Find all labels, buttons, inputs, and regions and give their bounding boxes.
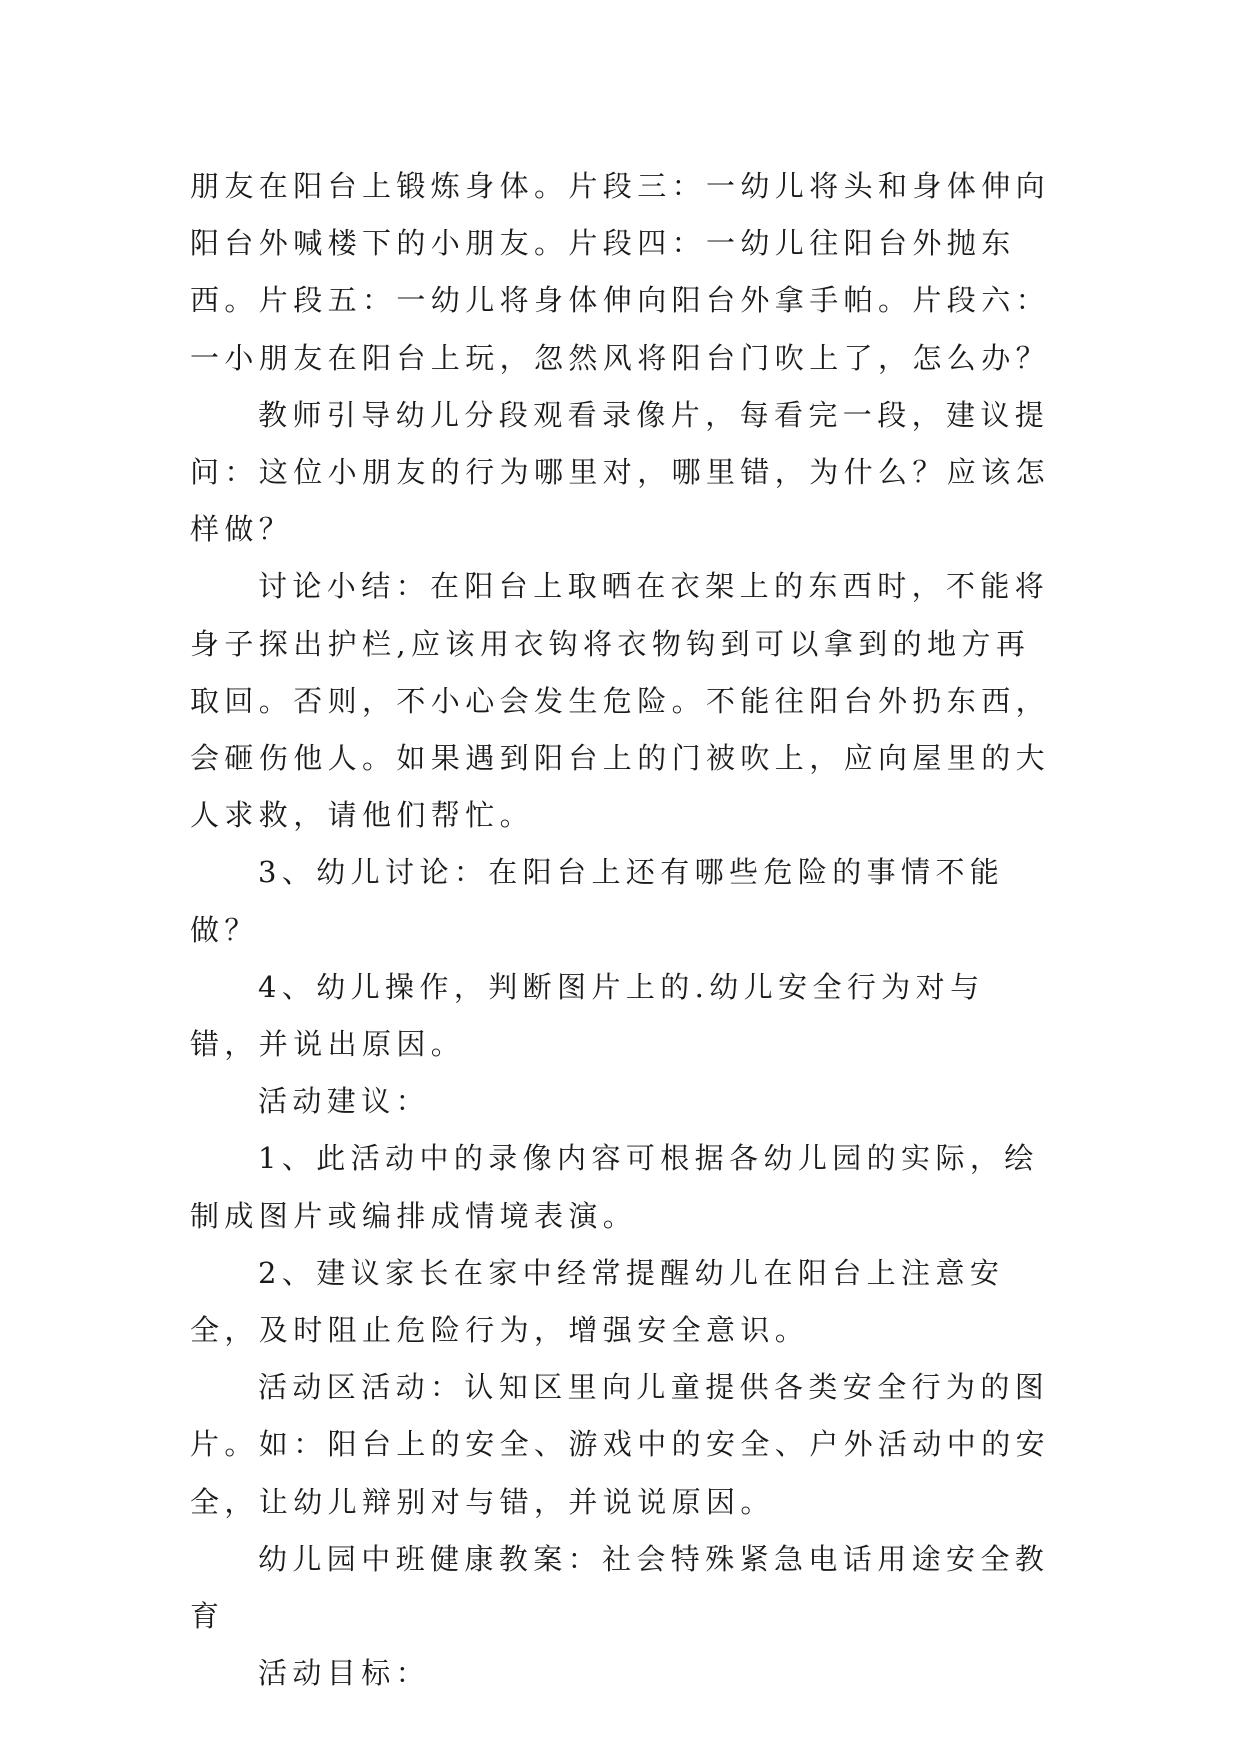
paragraph-step-3: 3、幼儿讨论：在阳台上还有哪些危险的事情不能做？ xyxy=(190,855,1005,947)
paragraph-discussion-summary: 讨论小结：在阳台上取晒在衣架上的东西时，不能将身子探出护栏,应该用衣钩将衣物钩到可以拿到的地方再取回。否则，不小心会发生危险。不能往阳台外扔东西，会砸伤他人。如果遇到阳台上的门被吹上，应向屋里的大人求救，请他们帮忙。 xyxy=(190,569,1051,833)
paragraph-step-4: 4、幼儿操作，判断图片上的.幼儿安全行为对与错，并说出原因。 xyxy=(190,969,985,1062)
paragraph-suggestion-2: 2、建议家长在家中经常提醒幼儿在阳台上注意安全，及时阻止危险行为，增强安全意识。 xyxy=(190,1255,1005,1348)
document-page xyxy=(190,158,1052,1702)
paragraph-suggestion-1: 1、此活动中的录像内容可根据各幼儿园的实际，绘制成图片或编排成情境表演。 xyxy=(190,1141,1039,1233)
paragraph-activity-area: 活动区活动：认知区里向儿童提供各类安全行为的图片。如：阳台上的安全、游戏中的安全、户外活动中的安全，让幼儿辩别对与错，并说说原因。 xyxy=(190,1370,1051,1519)
heading-activity-goals: 活动目标： xyxy=(258,1656,431,1691)
heading-lesson-title: 幼儿园中班健康教案：社会特殊紧急电话用途安全教育 xyxy=(190,1541,1050,1634)
paragraph-teacher-guidance: 教师引导幼儿分段观看录像片，每看完一段，建议提问：这位小朋友的行为哪里对，哪里错，为什么？应该怎样做？ xyxy=(190,397,1051,547)
heading-activity-suggestions: 活动建议： xyxy=(258,1084,431,1119)
paragraph-scenario-clips: 朋友在阳台上锻炼身体。片段三：一幼儿将头和身体伸向阳台外喊楼下的小朋友。片段四：一幼儿往阳台外抛东西。片段五：一幼儿将身体伸向阳台外拿手帕。片段六：一小朋友在阳台上玩，忽然风将阳台门吹上了，怎么办？ xyxy=(190,169,1051,375)
